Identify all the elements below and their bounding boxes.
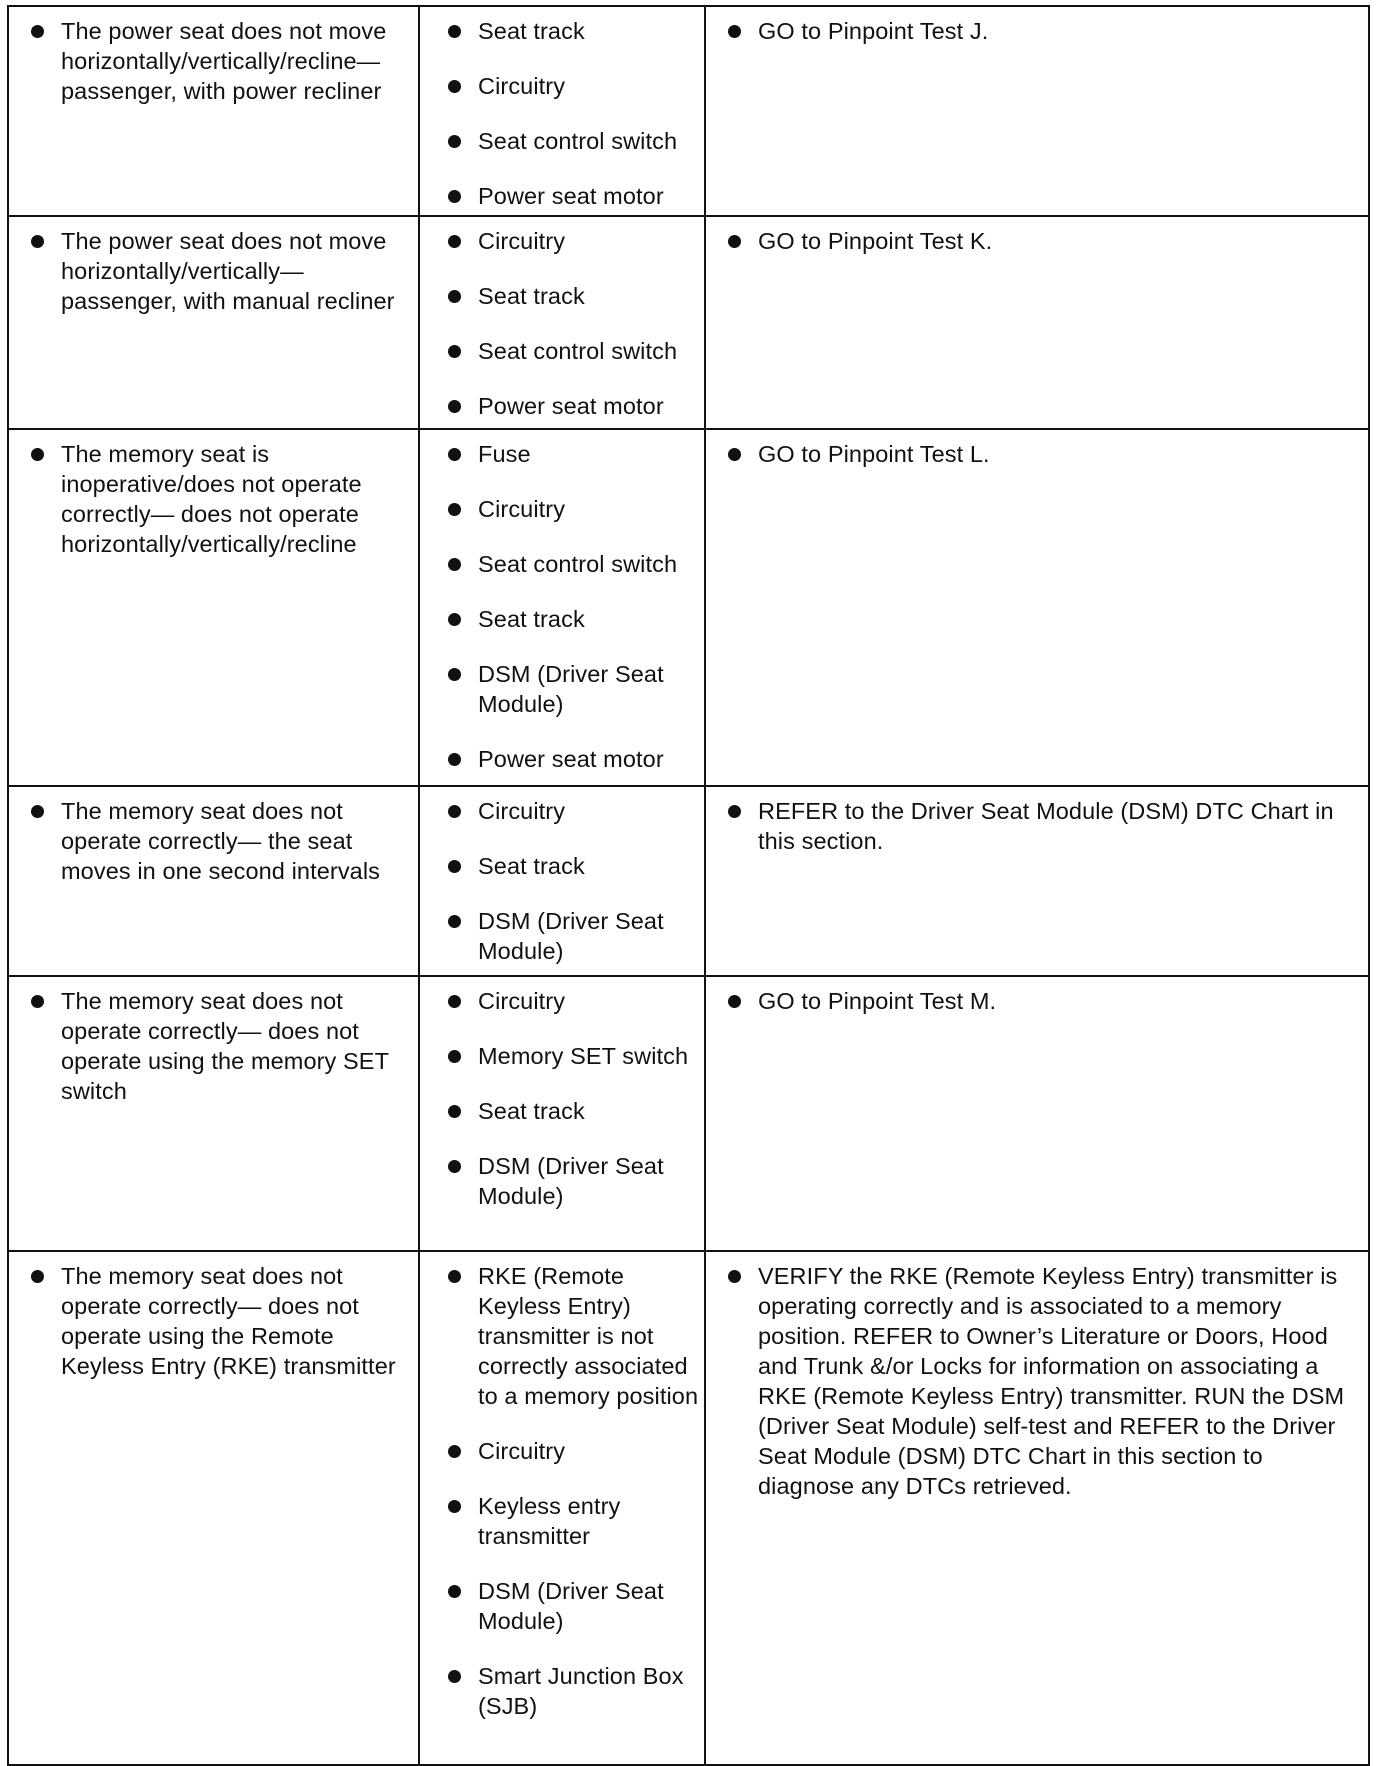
bullet-icon xyxy=(31,995,44,1008)
cause-item: Seat track xyxy=(446,851,700,881)
condition-cell xyxy=(8,6,419,216)
condition-item: The memory seat does not operate correctly— does not operate using the Remote Keyless Entry (RKE) transmitter xyxy=(29,1261,412,1381)
cause-item: Keyless entry transmitter xyxy=(446,1491,700,1551)
action-item: GO to Pinpoint Test K. xyxy=(726,226,1364,256)
bullet-icon xyxy=(728,805,741,818)
bullet-icon xyxy=(448,1160,461,1173)
action-item: REFER to the Driver Seat Module (DSM) DTC Chart in this section. xyxy=(726,796,1364,856)
cause-item: Circuitry xyxy=(446,1436,700,1466)
bullet-icon xyxy=(728,235,741,248)
action-item: GO to Pinpoint Test J. xyxy=(726,16,1364,46)
symptom-chart-table xyxy=(7,5,1370,1766)
bullet-icon xyxy=(448,400,461,413)
bullet-icon xyxy=(728,1270,741,1283)
bullet-icon xyxy=(448,290,461,303)
action-cell xyxy=(705,216,1369,429)
bullet-icon xyxy=(31,1270,44,1283)
action-item: VERIFY the RKE (Remote Keyless Entry) transmitter is operating correctly and is associated to a memory position. REFER to Owner’s Literature or Doors, Hood and Trunk &/or Locks for information on associating a RKE (Remote Keyless Entry) transmitter. RUN the DSM (Driver Seat Module) self-test and REFER to the Driver Seat Module (DSM) DTC Chart in this section to diagnose any DTCs retrieved. xyxy=(726,1261,1364,1501)
bullet-icon xyxy=(31,235,44,248)
causes-cell xyxy=(419,976,705,1251)
action-item: GO to Pinpoint Test M. xyxy=(726,986,1364,1016)
table-row xyxy=(8,429,1369,786)
bullet-icon xyxy=(448,805,461,818)
causes-cell xyxy=(419,216,705,429)
cause-item: Seat control switch xyxy=(446,336,700,366)
cause-item: Seat track xyxy=(446,604,700,634)
cause-item: Memory SET switch xyxy=(446,1041,700,1071)
bullet-icon xyxy=(448,995,461,1008)
cause-item: Seat track xyxy=(446,16,700,46)
cause-item: DSM (Driver Seat Module) xyxy=(446,1576,700,1636)
condition-item: The power seat does not move horizontally/vertically/recline— passenger, with power recliner xyxy=(29,16,412,106)
bullet-icon xyxy=(448,1050,461,1063)
table-row xyxy=(8,216,1369,429)
cause-item: DSM (Driver Seat Module) xyxy=(446,1151,700,1211)
bullet-icon xyxy=(448,1500,461,1513)
table-row xyxy=(8,786,1369,976)
condition-item: The power seat does not move horizontally/vertically— passenger, with manual recliner xyxy=(29,226,412,316)
bullet-icon xyxy=(448,80,461,93)
cause-item: Seat control switch xyxy=(446,126,700,156)
causes-cell xyxy=(419,429,705,786)
condition-item: The memory seat does not operate correctly— does not operate using the memory SET switch xyxy=(29,986,412,1106)
cause-item: Seat control switch xyxy=(446,549,700,579)
condition-cell xyxy=(8,976,419,1251)
cause-item: Circuitry xyxy=(446,71,700,101)
bullet-icon xyxy=(31,448,44,461)
bullet-icon xyxy=(728,25,741,38)
bullet-icon xyxy=(448,1670,461,1683)
cause-item: Seat track xyxy=(446,1096,700,1126)
cause-item: Circuitry xyxy=(446,226,700,256)
condition-item: The memory seat does not operate correctly— the seat moves in one second intervals xyxy=(29,796,412,886)
causes-cell xyxy=(419,786,705,976)
action-cell xyxy=(705,1251,1369,1765)
bullet-icon xyxy=(448,1585,461,1598)
cause-item: Seat track xyxy=(446,281,700,311)
cause-item: Power seat motor xyxy=(446,391,700,421)
bullet-icon xyxy=(448,753,461,766)
cause-item: Circuitry xyxy=(446,494,700,524)
table-row xyxy=(8,6,1369,216)
table-row xyxy=(8,1251,1369,1765)
causes-cell xyxy=(419,6,705,216)
condition-cell xyxy=(8,216,419,429)
cause-item: Smart Junction Box (SJB) xyxy=(446,1661,700,1721)
action-cell xyxy=(705,976,1369,1251)
cause-item: DSM (Driver Seat Module) xyxy=(446,906,700,966)
condition-cell xyxy=(8,429,419,786)
condition-item: The memory seat is inoperative/does not operate correctly— does not operate horizontally/vertically/recline xyxy=(29,439,412,559)
cause-item: RKE (Remote Keyless Entry) transmitter is not correctly associated to a memory position xyxy=(446,1261,700,1411)
bullet-icon xyxy=(448,448,461,461)
cause-item: DSM (Driver Seat Module) xyxy=(446,659,700,719)
action-cell xyxy=(705,786,1369,976)
bullet-icon xyxy=(31,805,44,818)
bullet-icon xyxy=(728,995,741,1008)
bullet-icon xyxy=(448,558,461,571)
condition-cell xyxy=(8,786,419,976)
cause-item: Power seat motor xyxy=(446,744,700,774)
cause-item: Circuitry xyxy=(446,986,700,1016)
bullet-icon xyxy=(31,25,44,38)
condition-cell xyxy=(8,1251,419,1765)
bullet-icon xyxy=(448,860,461,873)
bullet-icon xyxy=(728,448,741,461)
table-row xyxy=(8,976,1369,1251)
bullet-icon xyxy=(448,25,461,38)
action-cell xyxy=(705,429,1369,786)
bullet-icon xyxy=(448,668,461,681)
bullet-icon xyxy=(448,235,461,248)
cause-item: Fuse xyxy=(446,439,700,469)
bullet-icon xyxy=(448,1105,461,1118)
cause-item: Power seat motor xyxy=(446,181,700,211)
bullet-icon xyxy=(448,1270,461,1283)
cause-item: Circuitry xyxy=(446,796,700,826)
bullet-icon xyxy=(448,915,461,928)
bullet-icon xyxy=(448,345,461,358)
bullet-icon xyxy=(448,503,461,516)
causes-cell xyxy=(419,1251,705,1765)
action-item: GO to Pinpoint Test L. xyxy=(726,439,1364,469)
action-cell xyxy=(705,6,1369,216)
bullet-icon xyxy=(448,1445,461,1458)
bullet-icon xyxy=(448,135,461,148)
bullet-icon xyxy=(448,613,461,626)
bullet-icon xyxy=(448,190,461,203)
